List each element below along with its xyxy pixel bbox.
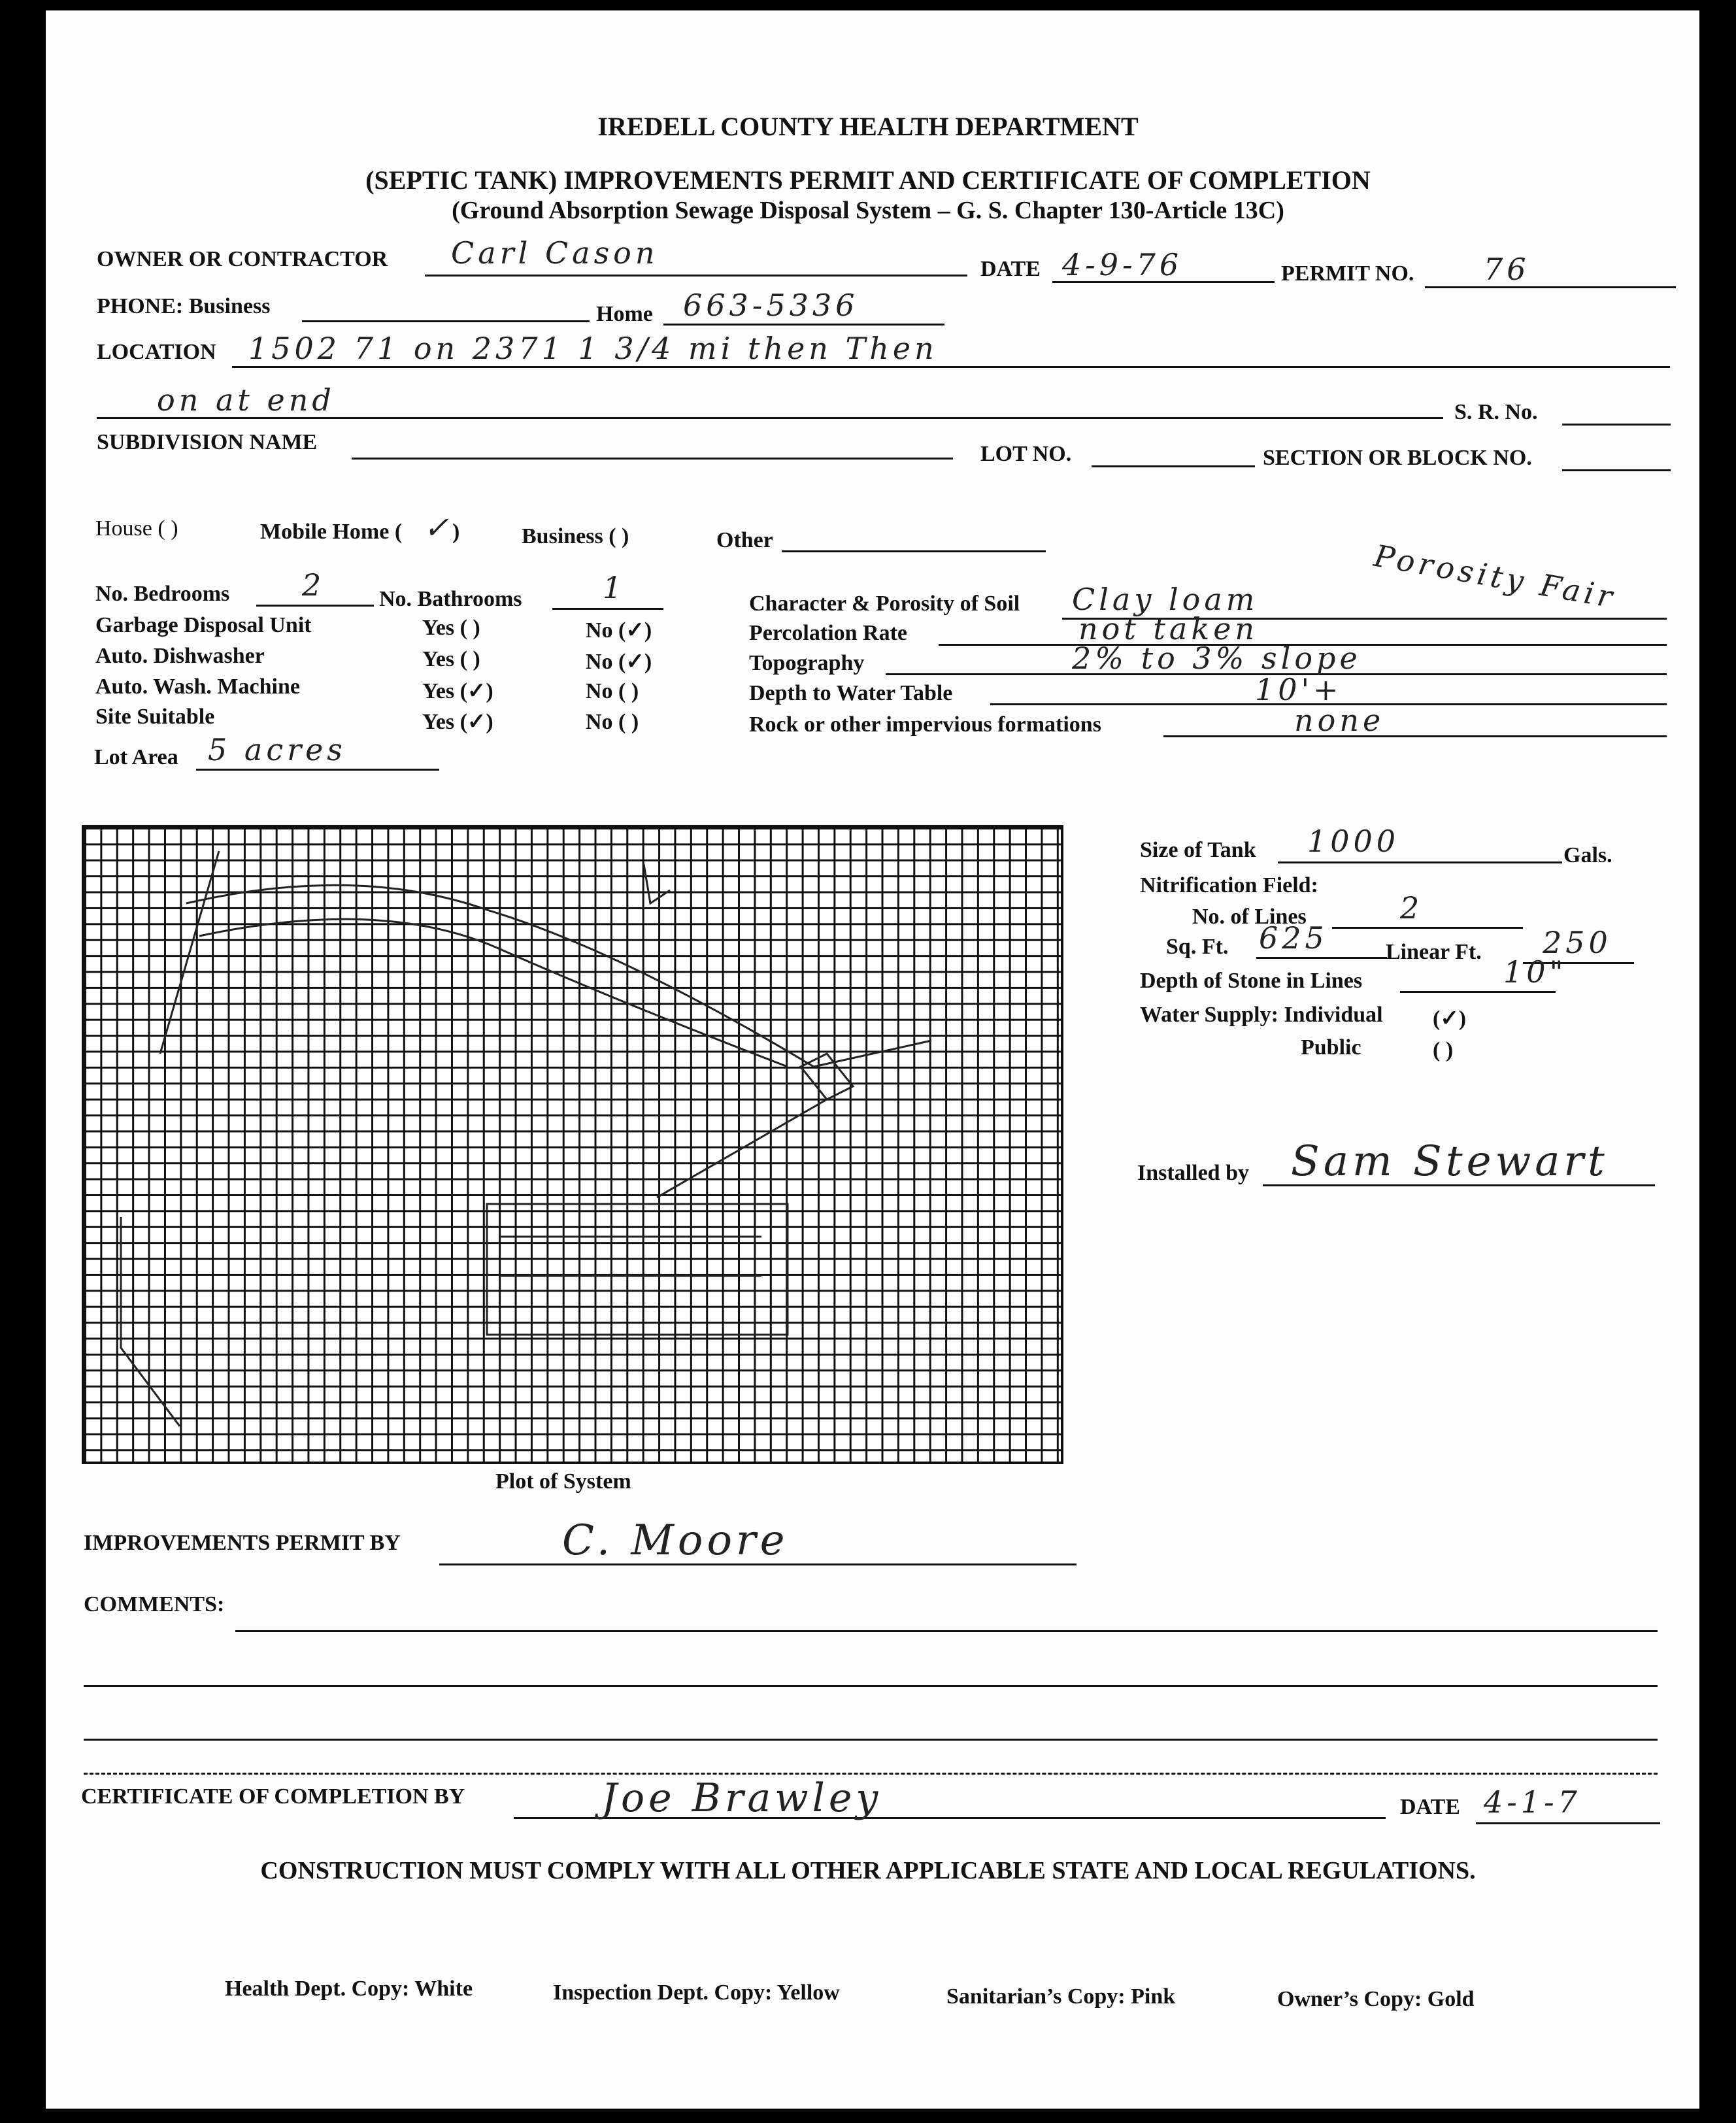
business-option: Business ( ) [522,524,629,548]
checklist-label: Garbage Disposal Unit [95,613,312,637]
lot-area-line [196,769,439,771]
checklist-yes: Yes (✓) [422,710,493,734]
bedrooms-label: No. Bedrooms [95,582,230,606]
form-title: (SEPTIC TANK) IMPROVEMENTS PERMIT AND CERTIFICATE OF COMPLETION [365,165,1371,195]
certificate-signature: Joe Brawley [601,1775,882,1821]
phone-home-label: Home [596,302,653,326]
sketch-outlet [657,1099,827,1197]
lot-no-label: LOT NO. [980,442,1072,466]
checklist-no: No (✓) [586,650,652,674]
sqft-line [1256,957,1387,959]
owner-value: Carl Cason [451,235,659,271]
phone-home-line [663,324,944,326]
bathrooms-label: No. Bathrooms [379,587,522,611]
lines-label: No. of Lines [1192,905,1307,929]
sr-no-line [1562,424,1671,426]
soil-character-label: Character & Porosity of Soil [749,592,1020,616]
copy-distribution-owner: Owner’s Copy: Gold [1277,1987,1475,2011]
checklist-yes: Yes ( ) [422,616,480,640]
stone-depth-line [1400,991,1556,993]
checklist-yes: Yes ( ) [422,647,480,671]
water-public-label: Public [1301,1035,1361,1060]
location-line2-value: on at end [157,382,335,418]
phone-business-label: PHONE: Business [97,294,271,318]
subdivision-line [352,458,953,460]
topography-label: Topography [749,651,865,675]
bathrooms-line [552,608,663,610]
section-block-line [1562,469,1671,471]
sqft-value: 625 [1259,920,1328,956]
stone-depth-label: Depth of Stone in Lines [1140,969,1363,993]
lot-area-value: 5 acres [208,732,346,767]
location-line1-value: 1502 71 on 2371 1 3/4 mi then Then [248,331,938,366]
installed-by-signature: Sam Stewart [1291,1137,1609,1186]
lot-no-line [1092,465,1255,467]
phone-business-line [302,320,590,322]
copy-distribution-health: Health Dept. Copy: White [225,1977,473,2001]
mobile-home-close: ) [452,520,460,544]
comments-line-2 [84,1685,1658,1687]
permit-label: PERMIT NO. [1281,261,1414,286]
plot-sketch [82,825,1063,1464]
compliance-notice: CONSTRUCTION MUST COMPLY WITH ALL OTHER APPLICABLE STATE AND LOCAL REGULATIONS. [260,1857,1476,1884]
comments-label: COMMENTS: [84,1592,225,1616]
sketch-east-line [814,1041,931,1067]
checklist-no: No ( ) [586,710,639,734]
mobile-home-check: ✓ [424,510,453,545]
water-public-mark: ( ) [1433,1038,1454,1062]
other-line [782,550,1046,552]
water-table-label: Depth to Water Table [749,681,953,705]
tank-size-value: 1000 [1307,824,1400,859]
certificate-label: CERTIFICATE OF COMPLETION BY [81,1784,465,1809]
improvements-permit-signature: C. Moore [562,1516,789,1565]
form-subtitle: (Ground Absorption Sewage Disposal System – G. S. Chapter 130-Article 13C) [452,197,1284,224]
tank-size-line [1278,861,1562,863]
copy-distribution-sanitarian: Sanitarian’s Copy: Pink [946,1984,1176,2009]
soil-character-value: Clay loam [1072,582,1259,617]
location-label: LOCATION [97,340,216,364]
checklist-no: No ( ) [586,679,639,703]
owner-label: OWNER OR CONTRACTOR [97,247,388,271]
checklist-no: No (✓) [586,618,652,643]
sr-no-label: S. R. No. [1454,400,1538,424]
sqft-label: Sq. Ft. [1166,935,1229,959]
bathrooms-value: 1 [603,570,626,605]
owner-line [425,275,967,276]
rock-label: Rock or other impervious formations [749,712,1101,737]
percolation-value: not taken [1078,611,1259,646]
lot-area-label: Lot Area [94,745,178,769]
improvements-permit-label: IMPROVEMENTS PERMIT BY [84,1531,401,1555]
date-value: 4-9-76 [1062,247,1183,282]
water-individual-mark: (✓) [1433,1007,1467,1031]
topography-value: 2% to 3% slope [1072,641,1361,676]
rock-line [1163,735,1667,737]
mobile-home-label: Mobile Home ( [260,520,403,544]
certificate-date-value: 4-1-7 [1484,1784,1581,1820]
lines-value: 2 [1400,890,1424,926]
subdivision-label: SUBDIVISION NAME [97,430,318,454]
checklist-label: Site Suitable [95,705,215,729]
water-supply-label: Water Supply: Individual [1140,1003,1383,1027]
bedrooms-line [256,605,374,607]
house-option: House ( ) [95,516,178,541]
stone-depth-value: 10" [1503,954,1567,990]
phone-home-value: 663-5336 [683,288,859,323]
date-label: DATE [980,257,1041,281]
percolation-label: Percolation Rate [749,621,908,645]
sketch-inner-curve [199,919,788,1067]
linear-ft-value: 250 [1543,925,1612,960]
certificate-date-label: DATE [1400,1795,1460,1819]
plot-caption: Plot of System [495,1469,631,1494]
water-table-value: 10'+ [1255,672,1343,707]
porosity-note: Porosity Fair [1371,537,1619,616]
checklist-yes: Yes (✓) [422,679,493,703]
checklist-label: Auto. Dishwasher [95,644,265,668]
sketch-field-outline [487,1204,788,1335]
comments-line-3 [84,1739,1658,1741]
linear-ft-label: Linear Ft. [1386,940,1482,964]
nitrification-label: Nitrification Field: [1140,873,1318,897]
checklist-label: Auto. Wash. Machine [95,675,300,699]
permit-line [1425,286,1676,288]
permit-value: 76 [1484,252,1530,287]
department-heading: IREDELL COUNTY HEALTH DEPARTMENT [597,112,1139,141]
tank-size-unit: Gals. [1563,843,1612,867]
installed-by-label: Installed by [1137,1161,1249,1185]
section-block-label: SECTION OR BLOCK NO. [1263,446,1532,470]
tank-size-label: Size of Tank [1140,838,1256,862]
sketch-west-line [121,1217,180,1426]
copy-distribution-inspection: Inspection Dept. Copy: Yellow [553,1981,840,2005]
other-label: Other [716,528,773,552]
location-line-1 [232,366,1670,368]
comments-line-1 [235,1630,1658,1632]
bedrooms-value: 2 [302,567,326,603]
certificate-date-line [1476,1822,1660,1824]
comments-line-4 [84,1773,1658,1775]
rock-value: none [1294,703,1385,738]
sketch-mark [644,864,670,903]
sketch-road-line [160,851,219,1054]
lines-line [1332,927,1523,929]
